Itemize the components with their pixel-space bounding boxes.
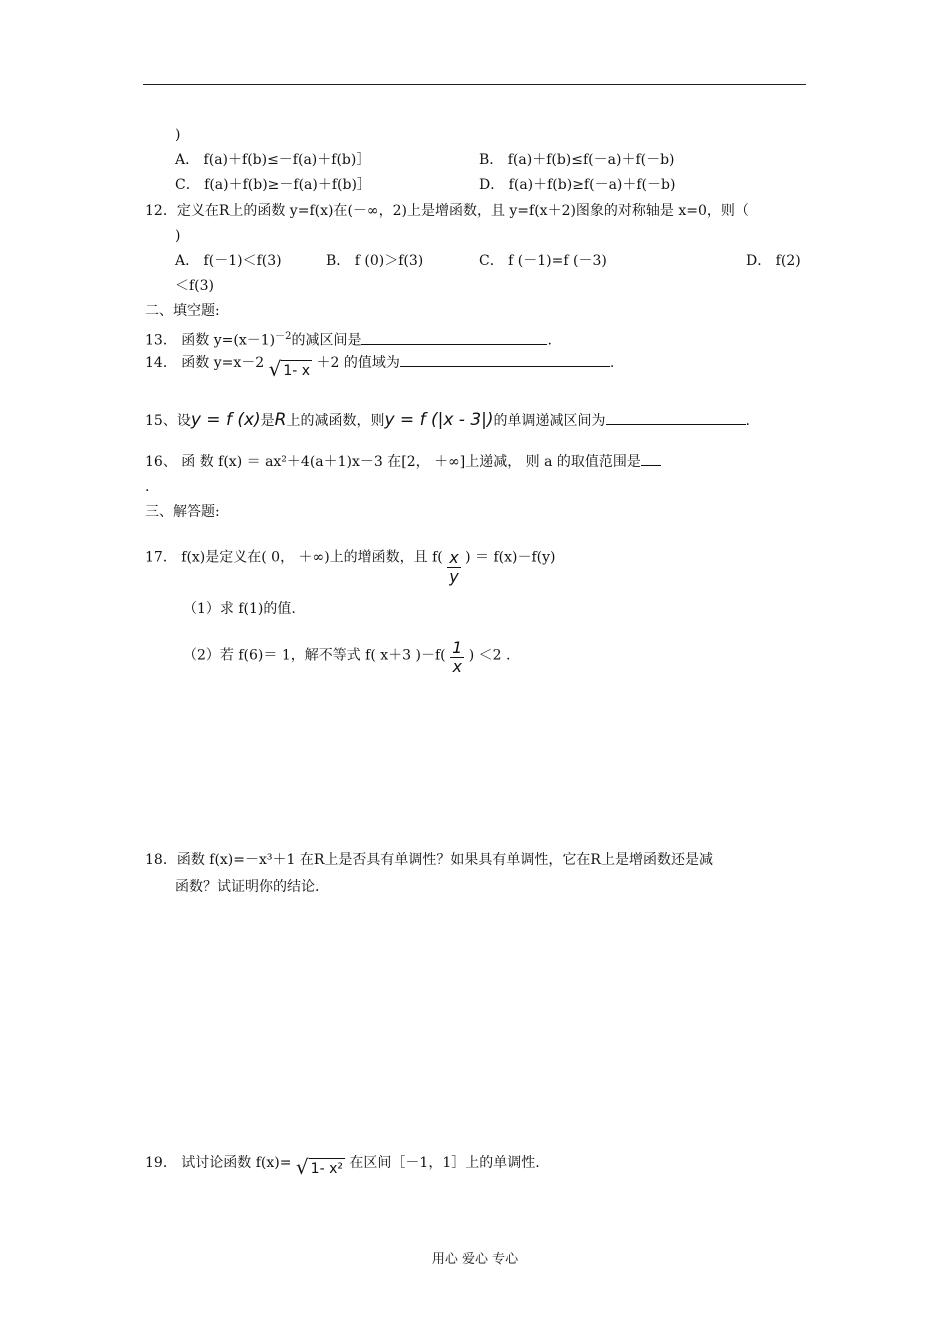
q17-part2-suffix: ) ＜2 .: [468, 647, 511, 664]
q12-paren-close: ): [175, 228, 181, 244]
section-fill-in-heading: 二、填空题:: [145, 303, 220, 319]
q15-end: .: [745, 413, 750, 429]
q15-mid1: 是: [260, 413, 275, 429]
q15-mid2: 上的减函数，则: [286, 413, 385, 429]
q17-prefix: 17． f(x)是定义在( 0， ＋∞)上的增函数，且 f(: [145, 549, 443, 566]
q13-exponent: －2: [275, 331, 292, 342]
q14: [145, 352, 615, 381]
q17-fraction: [447, 549, 460, 586]
q11-option-a: A． f(a)＋f(b)≤－f(a)＋f(b)］: [175, 152, 371, 168]
q19: [145, 1152, 540, 1179]
q14-answer-blank[interactable]: [400, 352, 610, 367]
sqrt-sign-icon: √: [295, 1155, 309, 1179]
q15-set-r: R: [274, 410, 287, 430]
q11-option-b: B． f(a)＋f(b)≤f(－a)＋f(－b): [479, 152, 675, 168]
q13-answer-blank[interactable]: [361, 330, 547, 345]
q17-suffix: ) ＝ f(x)－f(y): [465, 549, 556, 566]
q15-answer-blank[interactable]: [606, 410, 746, 425]
q15-prefix: 15、设: [145, 413, 191, 429]
q13-suffix: 的减区间是: [291, 332, 362, 349]
q19-radicand: 1- x²: [309, 1158, 345, 1178]
q12-option-c: C． f (－1)=f (－3): [479, 253, 607, 269]
q16-text: 16、 函 数 f(x) ＝ ax²＋4(a＋1)x－3 在[2， ＋∞]上递减， 则 a 的取值范围是: [145, 454, 641, 470]
q18-line2: 函数？试证明你的结论.: [175, 879, 320, 895]
q11-option-d: D． f(a)＋f(b)≥f(－a)＋f(－b): [479, 177, 676, 193]
q14-radicand: 1- x: [281, 360, 312, 380]
q15-expr-y-equals-f-x: y = f (x): [190, 410, 261, 430]
q15-expr-f-abs: y = f (|x - 3|): [384, 410, 494, 430]
q17-part2: [183, 637, 510, 674]
q14-prefix: 14． 函数 y=x－2: [145, 355, 265, 371]
q16-line1: [145, 451, 661, 472]
q19-prefix: 19． 试讨论函数 f(x)=: [145, 1155, 292, 1171]
q13-end: .: [547, 332, 552, 349]
q19-suffix: 在区间［－1，1］上的单调性.: [349, 1155, 540, 1171]
q17-part2-frac-den: x: [452, 657, 462, 676]
q15: [145, 410, 750, 431]
q16-answer-blank[interactable]: [641, 451, 661, 466]
q12-option-d-cont: ＜f(3): [175, 278, 215, 294]
header-rule: [143, 84, 806, 85]
page-footer: 用心 爱心 专心: [431, 1252, 519, 1267]
q11-option-c: C． f(a)＋f(b)≥－f(a)＋f(b)］: [175, 177, 371, 193]
q17-part2-frac-num: 1: [452, 638, 463, 657]
q15-suffix: 的单调递减区间为: [493, 413, 606, 429]
q11-paren-close: ): [175, 127, 181, 143]
sqrt-sign-icon: √: [268, 357, 282, 381]
q19-sqrt: [296, 1156, 345, 1178]
q12-option-a: A． f(－1)＜f(3): [175, 253, 282, 269]
q18-line1: 18．函数 f(x)=－x³＋1 在R上是否具有单调性？如果具有单调性，它在R上是增函数还是减: [145, 852, 713, 868]
q17-part2-prefix: （2）若 f(6)＝ 1，解不等式 f( x＋3 )－f(: [183, 647, 446, 664]
q17-part2-fraction: [450, 639, 464, 676]
q14-end: .: [609, 355, 615, 371]
q13-prefix: 13． 函数 y=(x－1): [145, 332, 276, 349]
q12-option-d: D． f(2): [746, 253, 801, 269]
q17-frac-den: y: [449, 567, 459, 586]
q17-part1: （1）求 f(1)的值.: [183, 601, 296, 617]
q14-suffix: ＋2 的值域为: [316, 355, 400, 371]
q13: [145, 327, 552, 351]
q17-frac-num: x: [449, 548, 459, 567]
q12-stem: 12．定义在R上的函数 y=f(x)在(－∞，2)上是增函数，且 y=f(x＋2)图象的对称轴是 x=0，则（: [145, 203, 749, 219]
q17-stem: [145, 539, 556, 586]
q14-sqrt: [269, 358, 312, 380]
q12-option-b: B． f (0)＞f(3): [326, 253, 424, 269]
section-solve-heading: 三、解答题:: [145, 504, 220, 520]
q16-line2: .: [145, 479, 150, 495]
